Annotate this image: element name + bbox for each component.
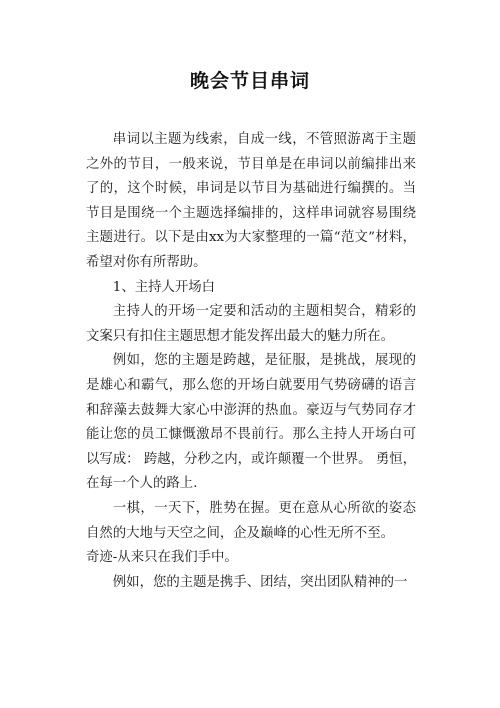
paragraph-example-challenge: 例如，您的主题是跨越，是征服，是挑战，展现的是雄心和霸气，那么您的开场白就要用气势磅礴的语言和辞藻去鼓舞大家心中澎湃的热血。豪迈与气势同存才能让您的员工慷慨激昂不畏前行。那么主持人开场白可以写成： 跨越，分秒之内，或许颠覆一个世界。 勇恒，在每一个人的路上. [86, 353, 416, 492]
section-heading-opening: 1、主持人开场白 [112, 279, 216, 295]
document-title: 晚会节目串词 [189, 70, 310, 92]
paragraph-miracle-line: 奇迹-从来只在我们手中。 [86, 550, 238, 566]
paragraph-opening-theme: 主持人的开场一定要和活动的主题相契合，精彩的文案只有扣住主题思想才能发挥出最大的魅力所在。 [86, 304, 416, 344]
document-body [86, 128, 416, 595]
paragraph-example-teamwork: 例如，您的主题是携手、团结，突出团队精神的一 [112, 574, 408, 590]
paragraph-chess-line: 一棋，一天下，胜势在握。更在意从心所欲的姿态自然的大地与天空之间，企及巅峰的心性无所不至。 [86, 500, 416, 541]
paragraph-intro: 串词以主题为线索，自成一线，不管照游离于主题之外的节目，一般来说，节目单是在串词以前编排出来了的，这个时候，串词是以节目为基础进行编撰的。当节目是围绕一个主题选择编排的，这样串词就容易围绕主题进行。以下是由xx为大家整理的一篇“范文”材料，希望对你有所帮助。 [86, 132, 416, 270]
